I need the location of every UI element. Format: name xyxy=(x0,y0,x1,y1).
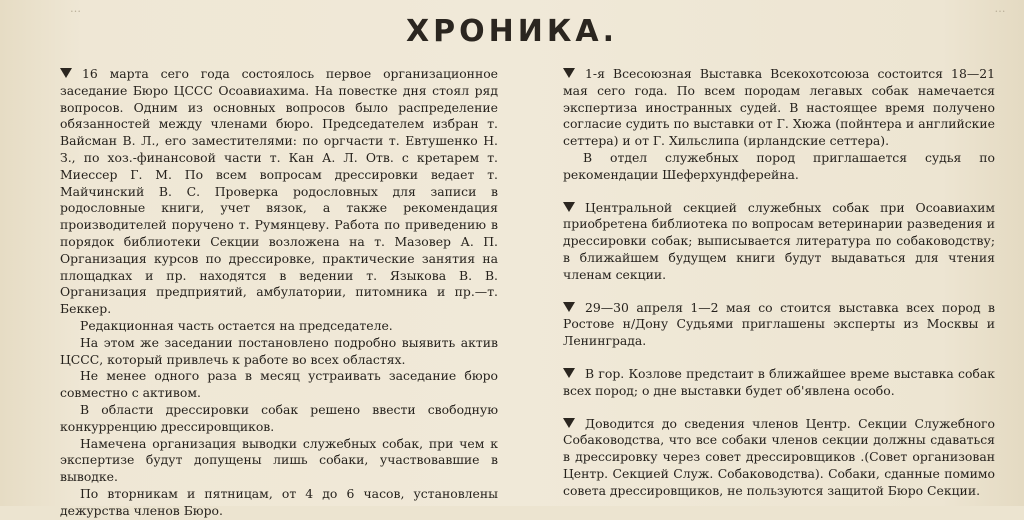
page-title: ХРОНИКА. xyxy=(406,14,618,49)
triangle-bullet-icon xyxy=(60,68,72,78)
triangle-bullet-icon xyxy=(563,302,575,312)
triangle-bullet-icon xyxy=(563,368,575,378)
news-item xyxy=(60,66,498,318)
news-item-text: На этом же заседании постановлено подробно выявить актив ЦССС, который привлечь к работе во всех областях. xyxy=(60,334,498,367)
news-item xyxy=(60,402,498,436)
paragraph-gap xyxy=(563,400,995,416)
left-column xyxy=(60,66,498,520)
news-item xyxy=(60,486,498,520)
right-column xyxy=(563,66,995,500)
news-item xyxy=(563,200,995,284)
news-item-text: 29—30 апреля 1—2 мая со стоится выставка всех пород в Ростове н/Дону Судьями приглашены эксперты из Москвы и Ленинграда. xyxy=(563,299,995,349)
news-item-text: Редакционная часть остается на председателе. xyxy=(80,317,393,333)
news-item-text: 1-я Всесоюзная Выставка Всекохотсоюза состоится 18—21 мая сего года. По всем породам легавых собак намечается экспертиза иностранных судей. В настоящее время получено согласие судить по выставки от Г. Хюжа (пойнтера и английские сеттера) и от Г. Хильслипа (ирландские сеттера). xyxy=(563,66,995,149)
news-item-text: Доводится до сведения членов Центр. Секции Служебного Собаководства, что все собаки членов секции должны сдаваться в дрессировку через совет дрессировщиков .(Совет организован Центр. Секцией Служ. Собаководства). Собаки, сданные помимо совета дрессировщиков, не пользуются защитой Бюро Секции. xyxy=(563,415,995,498)
news-item-text: В области дрессировки собак решено ввести свободную конкурренцию дрессировщиков. xyxy=(60,401,498,434)
bleed-through-text: … xyxy=(70,2,82,15)
paragraph-gap xyxy=(563,184,995,200)
news-item-text: В отдел служебных пород приглашается судья по рекомендации Шеферхундферейна. xyxy=(563,149,995,182)
news-item-text: 16 марта сего года состоялось первое организационное заседание Бюро ЦССС Осоавиахима. На повестке дня стоял ряд вопросов. Одним из основных вопросов было распределение обязанностей между членами бюро. Председателем избран т. Вайсман В. Л., его заместителями: по оргчасти т. Евтушенко Н. З., по хоз.-финансовой части т. Кан А. Л. Отв. с кретарем т. Миессер Г. М. По всем вопросам дрессировки ведает т. Майчинский В. С. Проверка родословных для записи в родословные книги, учет вязок, а также рекомендация производителей поручено т. Румянцеву. Работа по приведению в порядок библиотеки Секции возложена на т. Мазовер А. П. Организация курсов по дрессировке, практические занятия на площадках и пр. находятся в ведении т. Языкова В. В. Организация предприятий, амбулатории, питомника и пр.—т. Беккер. xyxy=(60,66,498,317)
news-item xyxy=(563,366,995,400)
triangle-bullet-icon xyxy=(563,68,575,78)
paragraph-gap xyxy=(563,350,995,366)
news-item xyxy=(60,368,498,402)
news-item xyxy=(563,416,995,500)
news-item-text: Намечена организация выводки служебных собак, при чем к экспертизе будут допущены лишь собаки, участвовавшие в выводке. xyxy=(60,435,498,485)
triangle-bullet-icon xyxy=(563,418,575,428)
news-item-text: Не менее одного раза в месяц устраивать заседание бюро совместно с активом. xyxy=(60,368,498,401)
news-item-text: По вторникам и пятницам, от 4 до 6 часов, установлены дежурства членов Бюро. xyxy=(60,485,498,518)
bleed-through-text: … xyxy=(994,2,1006,15)
paragraph-gap xyxy=(563,284,995,300)
news-item xyxy=(563,300,995,350)
news-item-text: В гор. Козлове предстаит в ближайшее време выставка собак всех пород; о дне выставки будет об'явлена особо. xyxy=(563,365,995,398)
news-item xyxy=(60,335,498,369)
news-item xyxy=(563,150,995,184)
news-item xyxy=(60,436,498,486)
news-item xyxy=(60,318,498,335)
news-item xyxy=(563,66,995,150)
triangle-bullet-icon xyxy=(563,202,575,212)
news-item-text: Центральной секцией служебных собак при Осоавиахим приобретена библиотека по вопросам ветеринарии разведения и дрессировки собак; выписывается литература по собаководству; в ближайшем будущем книги будут выдаваться для чтения членам секции. xyxy=(563,199,995,282)
